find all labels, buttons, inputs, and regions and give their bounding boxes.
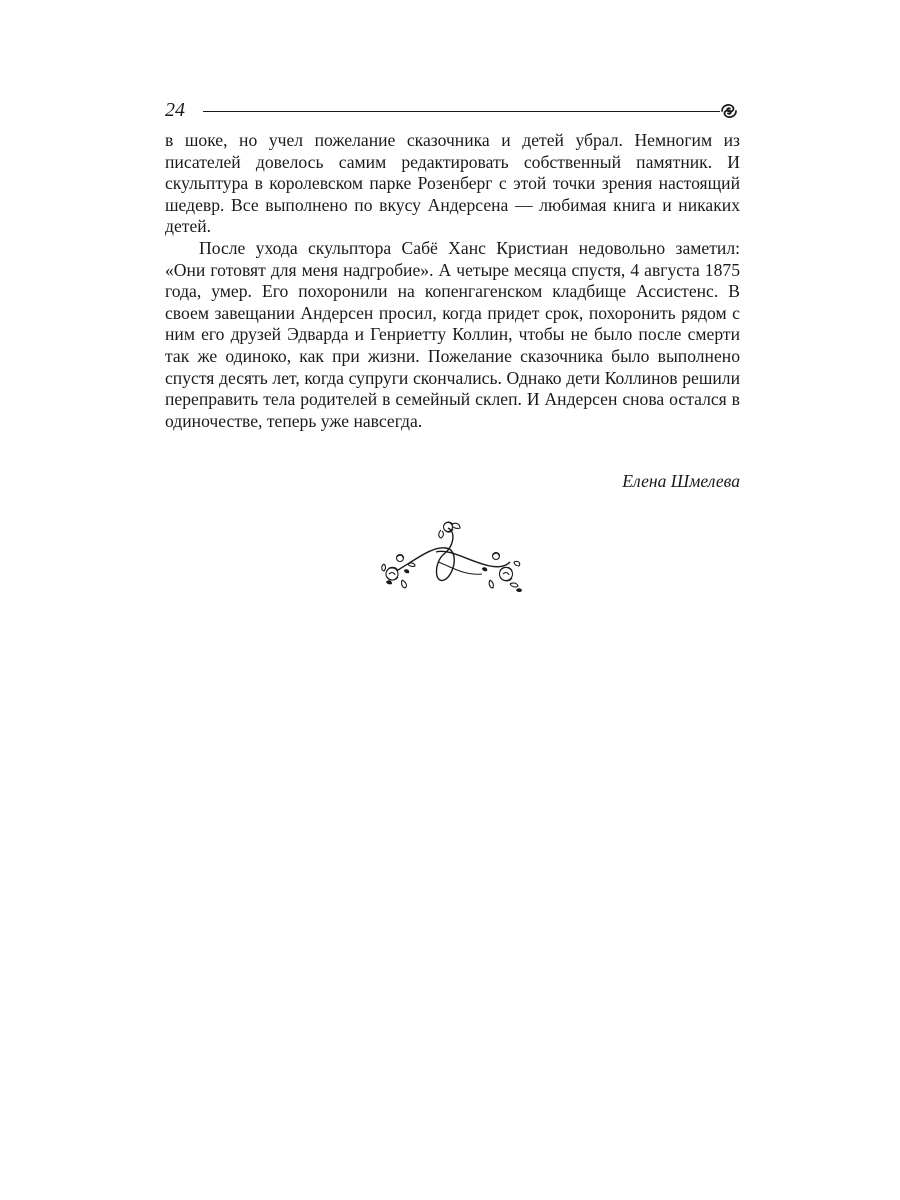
author-signature: Елена Шмелева [622, 471, 740, 491]
page-number: 24 [165, 99, 185, 121]
article-text [165, 130, 740, 432]
floral-vignette-icon [378, 518, 524, 594]
scroll-ornament-icon [718, 100, 740, 122]
paragraph-1: в шоке, но учел пожелание сказочника и детей убрал. Немногим из писателей довелось самим редактировать собственный памятник. И скульптура в королевском парке Розенберг с этой точки зрения настоящий шедевр. Все выполнено по вкусу Андерсена — любимая книга и никаких детей. [165, 130, 740, 237]
running-header [165, 98, 740, 124]
header-rule [203, 111, 720, 112]
paragraph-2: После ухода скульптора Сабё Ханс Кристиан недовольно заметил: «Они готовят для меня надгробие». А четыре месяца спустя, 4 августа 1875 года, умер. Его похоронили на копенгагенском кладбище Ассистенс. В своем завещании Андерсен просил, когда придет срок, похоронить рядом с ним его друзей Эдварда и Генриетту Коллин, чтобы не было после смерти так же одиноко, как при жизни. Пожелание сказочника было выполнено спустя десять лет, когда супруги скончались. Однако дети Коллинов решили переправить тела родителей в семейный склеп. И Андерсен снова остался в одиночестве, теперь уже навсегда. [165, 237, 740, 431]
